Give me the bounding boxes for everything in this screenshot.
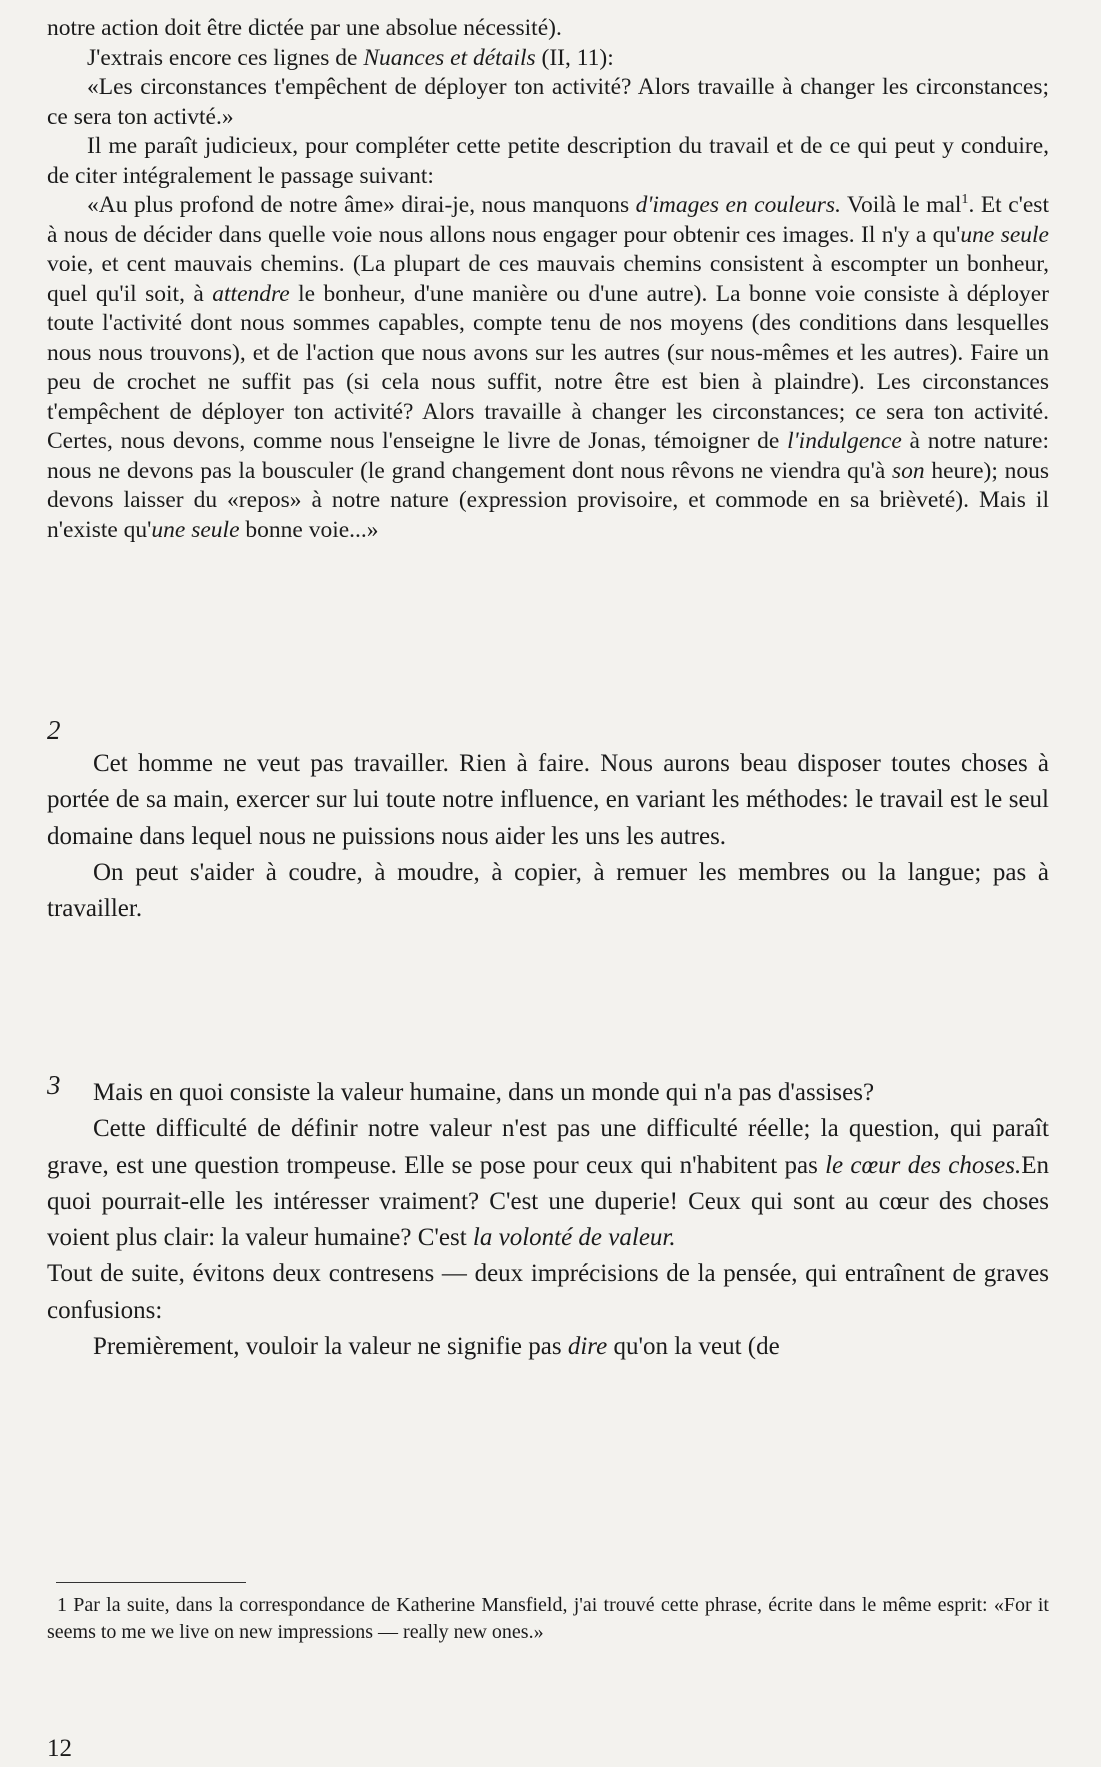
section-2-text <box>47 746 1049 927</box>
paragraph: Il me paraît judicieux, pour compléter cette petite description du travail et de ce qui peut y conduire, de citer intégralement le passage suivant: <box>47 133 1049 189</box>
paragraph: notre action doit être dictée par une absolue nécessité). <box>47 15 562 41</box>
paragraph: Mais en quoi consiste la valeur humaine, dans un monde qui n'a pas d'assises? <box>93 1079 875 1106</box>
quote-paragraph: «Les circonstances t'empêchent de déployer ton activité? Alors travaille à changer les circonstances; ce sera ton activté.» <box>47 74 1049 130</box>
paragraph: On peut s'aider à coudre, à moudre, à copier, à remuer les membres ou la langue; pas à travailler. <box>47 858 1049 923</box>
section-3-text <box>47 1075 1049 1365</box>
footnote: 1 Par la suite, dans la correspondance de Katherine Mansfield, j'ai trouvé cette phrase, écrite dans le même esprit: «For it seems to me we live on new impressions — really new ones.» <box>47 1594 1049 1643</box>
paragraph: Cette difficulté de définir notre valeur n'est pas une difficulté réelle; la question, qui paraît grave, est une question trompeuse. Elle se pose pour ceux qui n'habitent pas le cœur des choses.En quoi pourrait-elle les intéresser vraiment? C'est une duperie! Ceux qui sont au cœur des choses voient plus clair: la valeur humaine? C'est la volonté de valeur. <box>47 1115 1049 1252</box>
paragraph: Cet homme ne veut pas travailler. Rien à faire. Nous aurons beau disposer toutes choses à portée de sa main, exercer sur lui toute notre influence, en variant les méthodes: le travail est le seul domaine dans lequel nous ne puissions nous aider les uns les autres. <box>47 750 1049 850</box>
footnote-divider <box>56 1582 246 1583</box>
section-number: 2 <box>47 715 61 745</box>
paragraph: Tout de suite, évitons deux contresens — deux imprécisions de la pensée, qui entraînent de graves confusions: <box>47 1260 1049 1324</box>
section-number: 3 <box>47 1070 61 1100</box>
section-1-text <box>47 14 1049 545</box>
paragraph: J'extrais encore ces lignes de Nuances et détails (II, 11): <box>87 44 614 71</box>
footnote-ref: 1 <box>961 191 969 208</box>
quote-paragraph: «Au plus profond de notre âme» dirai-je, nous manquons d'images en couleurs. Voilà le mal$^1$. Et c'est à nous de décider dans quelle voie nous allons nous engager pour obtenir ces images. Il n'y a qu'une seule voie, et cent mauvais chemins. (La plupart de ces mauvais chemins consistent à escompter un bonheur, quel qu'il soit, à attendre le bonheur, d'une manière ou d'une autre). La bonne voie consiste à déployer toute l'activité dont nous sommes capables, compte tenu de nos moyens (des conditions dans lesquelles nous nous trouvons), et de l'action que nous avons sur les autres (sur nous-mêmes et les autres). Faire un peu de crochet ne suffit pas (si cela nous suffit, notre être est bien à plaindre). Les circonstances t'empêchent de déployer ton activité? Alors travaille à changer les circonstances; ce sera ton activité. Certes, nous devons, comme nous l'enseigne le livre de Jonas, témoigner de l'indulgence à notre nature: nous ne devons pas la bousculer (le grand changement dont nous rêvons ne viendra qu'à son heure); nous devons laisser du «repos» à notre nature (expression provisoire, et commode en sa brièveté). Mais il n'existe qu'une seule bonne voie...» <box>47 191 1049 543</box>
paragraph: Premièrement, vouloir la valeur ne signifie pas dire qu'on la veut (de <box>93 1333 780 1361</box>
page-number: 12 <box>47 1735 72 1762</box>
